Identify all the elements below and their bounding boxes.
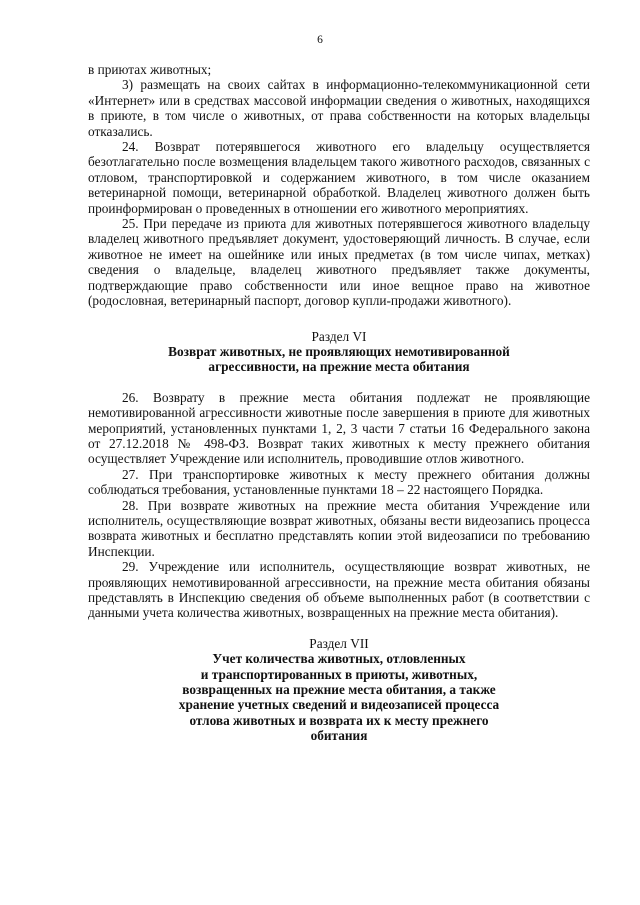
section-7-title-line: хранение учетных сведений и видеозаписей процесса — [178, 697, 500, 713]
paragraph-26: 26. Возврату в прежние места обитания подлежат не проявляющие немотивированной агрессивности животные после завершения в приюте для животных мероприятий, установленных пунктами 1, 2, 3 части 7 статьи 16 Федерального закона от 27.12.2018 № 498-ФЗ. Возврат таких животных к месту прежнего обитания осуществляет Учреждение или исполнитель, проводившие отлов животного. — [88, 389, 590, 467]
section-7-title-line: возвращенных на прежние места обитания, а также — [182, 682, 496, 698]
paragraph-24: 24. Возврат потерявшегося животного его владельцу осуществляется безотлагательно после возмещения владельцем такого животного расходов, связанных с отловом, транспортировкой и содержанием животного, в том числе оказанием ветеринарной помощи, ветеринарной обработкой. Владелец животного должен быть проинформирован о проведенных в отношении его животного мероприятиях. — [88, 139, 590, 216]
paragraph-28: 28. При возврате животных на прежние места обитания Учреждение или исполнитель, осуществляющие возврат животных, обязаны вести видеозапись процесса возврата животных и бесплатно представлять копии этой видеозаписи по требованию Инспекции. — [88, 497, 590, 559]
section-7-title-line: обитания — [310, 728, 368, 744]
section-6-title-line: Возврат животных, не проявляющих немотивированной — [168, 343, 510, 359]
document-body — [88, 62, 590, 759]
paragraph-25: 25. При передаче из приюта для животных потерявшегося животного владельцу владелец животного предъявляет документ, удостоверяющий личность. В случае, если животное не имеет на ошейнике или иных предметах (в том числе чипах, метках) сведения о владельце, владелец животного предъявляет также документы, подтверждающие право собственности или иное вещное право на животное (родословная, ветеринарный паспорт, договор купли-продажи животного). — [88, 216, 590, 309]
section-6-title-line: агрессивности, на прежние места обитания — [208, 359, 470, 375]
page-number: 6 — [317, 34, 323, 46]
section-7-title — [88, 651, 590, 743]
section-7-title-line: Учет количества животных, отловленных — [212, 651, 466, 667]
section-6-label: Раздел VI — [311, 328, 367, 344]
section-6-title — [88, 344, 590, 375]
paragraph-29: 29. Учреждение или исполнитель, осуществляющие возврат животных, не проявляющих немотивированной агрессивности, на прежние места обитания обязаны представлять в Инспекцию сведения об объеме выполненных работ (в соответствии с данными учета количества животных, возвращенных на прежние места обитания). — [88, 559, 590, 621]
section-7-title-line: и транспортированных в приюты, животных, — [200, 666, 478, 682]
section-7-title-line: отлова животных и возврата их к месту прежнего — [189, 712, 489, 728]
paragraph-item-3: 3) размещать на своих сайтах в информационно-телекоммуникационной сети «Интернет» или в средствах массовой информации сведения о животных, находящихся в приюте, в том числе о животных, от права собственности на которых владельцы отказались. — [88, 77, 590, 139]
paragraph-continuation: в приютах животных; — [88, 62, 212, 77]
section-7-label: Раздел VII — [309, 635, 369, 651]
paragraph-27: 27. При транспортировке животных к месту прежнего обитания должны соблюдаться требования, установленные пунктами 18 – 22 настоящего Порядка. — [88, 466, 590, 498]
